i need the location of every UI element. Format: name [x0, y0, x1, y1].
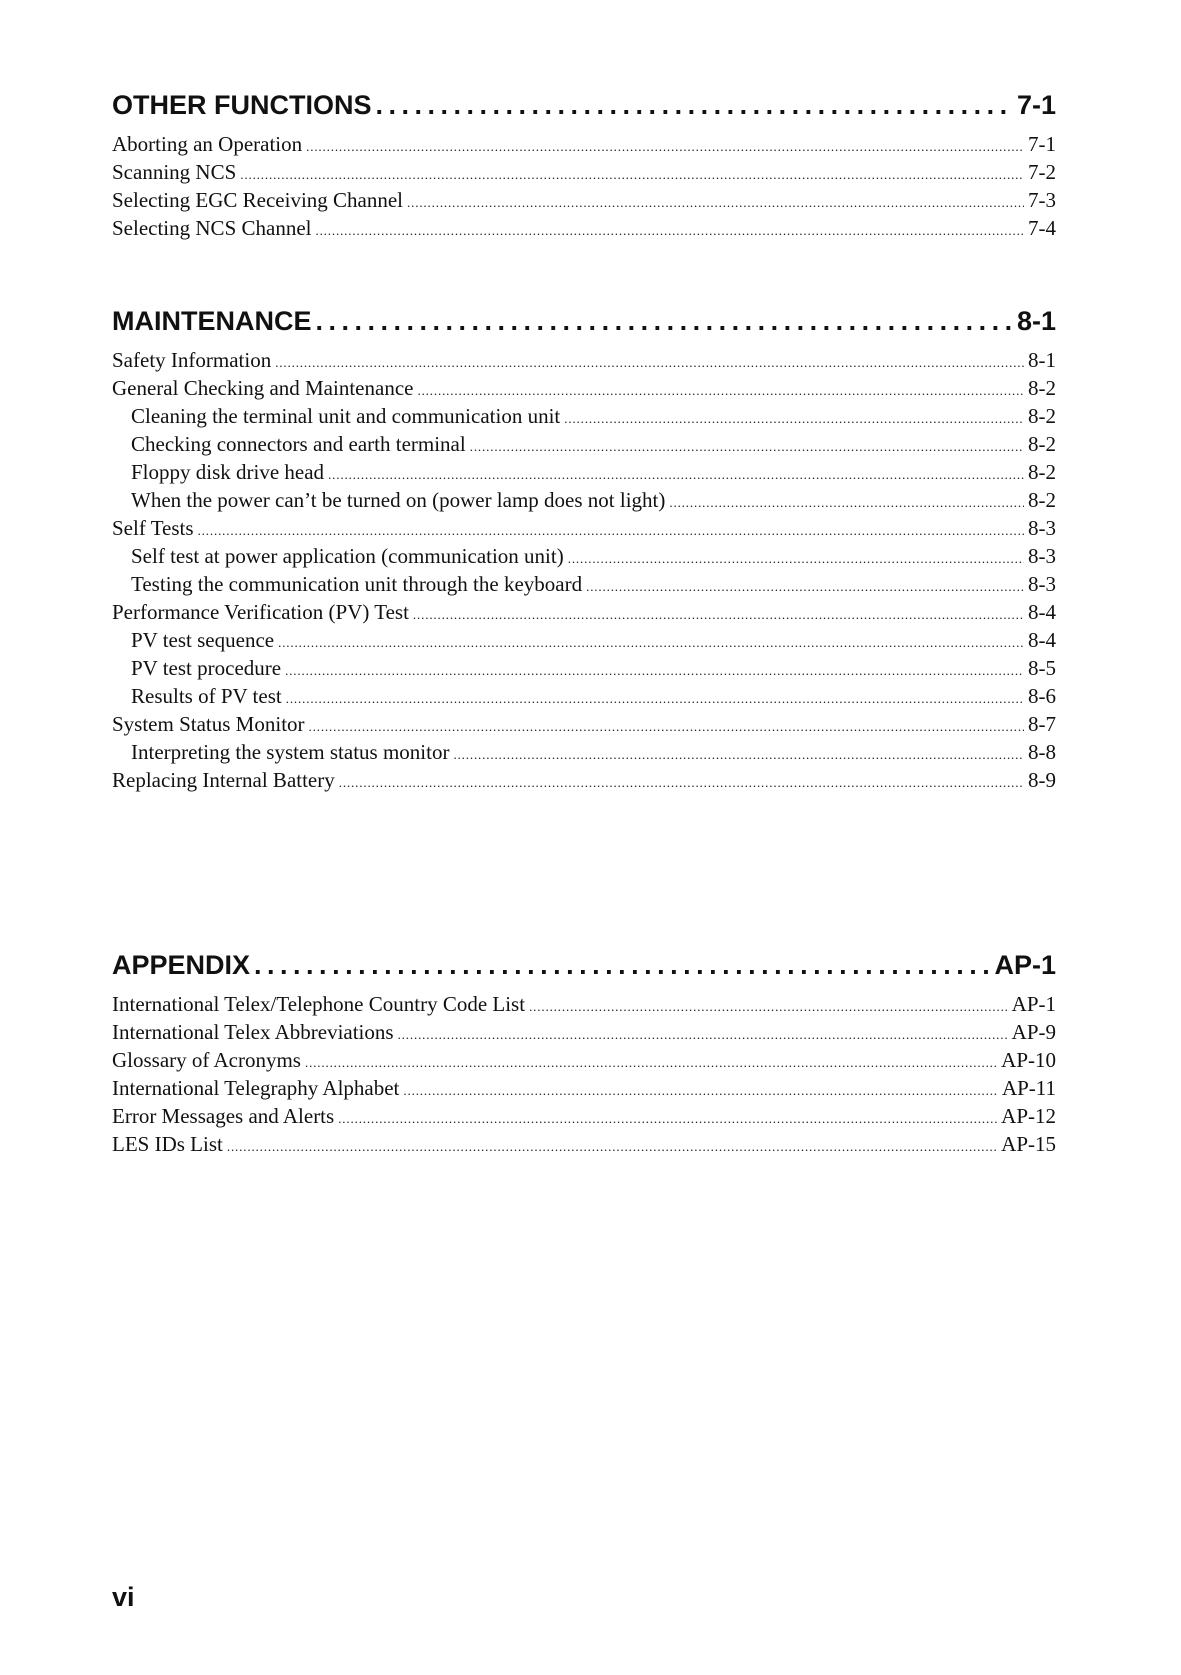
- entry-title: International Telex Abbreviations: [112, 1020, 394, 1044]
- entry-page: AP-10: [1001, 1048, 1056, 1072]
- entry-page: 7-1: [1028, 132, 1056, 156]
- toc-entry: [112, 1102, 1056, 1130]
- entry-page: 8-2: [1028, 404, 1056, 428]
- dot-leader: [316, 304, 1013, 338]
- toc-entry: [112, 158, 1056, 186]
- dot-leader: [407, 189, 1024, 217]
- dot-leader: [254, 948, 990, 982]
- entry-title: Performance Verification (PV) Test: [112, 600, 409, 624]
- toc-section: [112, 948, 1056, 1158]
- section-page: 7-1: [1016, 90, 1056, 120]
- entry-title: Testing the communication unit through the keyboard: [131, 572, 583, 596]
- entry-title: Self Tests: [112, 516, 194, 540]
- entry-page: 7-4: [1028, 216, 1056, 240]
- entry-title: International Telex/Telephone Country Code List: [112, 992, 526, 1016]
- toc-entry: [112, 514, 1056, 542]
- dot-leader: [328, 461, 1024, 489]
- toc-entry: [112, 186, 1056, 214]
- section-page: 8-1: [1016, 306, 1056, 336]
- toc-entry: [112, 346, 1056, 374]
- dot-leader: [305, 1049, 997, 1077]
- entry-page: 8-3: [1028, 516, 1056, 540]
- entry-page: 8-3: [1028, 544, 1056, 568]
- toc-entry: [112, 130, 1056, 158]
- entry-page: AP-15: [1001, 1132, 1056, 1156]
- toc-subentry: [112, 626, 1056, 654]
- dot-leader: [470, 433, 1024, 461]
- section-heading: [112, 88, 1056, 122]
- toc-entry: [112, 990, 1056, 1018]
- entry-page: 8-3: [1028, 572, 1056, 596]
- toc-entry: [112, 710, 1056, 738]
- toc-subentry: [112, 430, 1056, 458]
- dot-leader: [240, 161, 1024, 189]
- dot-leader: [227, 1133, 997, 1161]
- dot-leader: [306, 133, 1024, 161]
- toc-entry: [112, 1130, 1056, 1158]
- dot-leader: [309, 713, 1024, 741]
- entry-title: Selecting EGC Receiving Channel: [112, 188, 404, 212]
- section-heading: [112, 304, 1056, 338]
- toc-entry: [112, 1018, 1056, 1046]
- toc-entry: [112, 766, 1056, 794]
- dot-leader: [568, 545, 1024, 573]
- entry-page: 8-7: [1028, 712, 1056, 736]
- entry-title: Results of PV test: [131, 684, 282, 708]
- entry-title: PV test procedure: [131, 656, 282, 680]
- entry-title: Cleaning the terminal unit and communication unit: [131, 404, 561, 428]
- entry-page: 8-8: [1028, 740, 1056, 764]
- entry-title: When the power can’t be turned on (power lamp does not light): [131, 488, 666, 512]
- dot-leader: [564, 405, 1024, 433]
- dot-leader: [338, 1105, 997, 1133]
- entry-page: 8-4: [1028, 600, 1056, 624]
- toc-subentry: [112, 738, 1056, 766]
- toc-subentry: [112, 402, 1056, 430]
- page-number: vi: [112, 1582, 135, 1612]
- toc-subentry: [112, 570, 1056, 598]
- dot-leader: [529, 993, 1008, 1021]
- entry-page: 8-6: [1028, 684, 1056, 708]
- toc-subentry: [112, 682, 1056, 710]
- dot-leader: [285, 657, 1024, 685]
- entry-page: 8-4: [1028, 628, 1056, 652]
- entry-title: LES IDs List: [112, 1132, 223, 1156]
- toc-section: [112, 304, 1056, 794]
- entry-title: Safety Information: [112, 348, 272, 372]
- dot-leader: [198, 517, 1024, 545]
- entry-page: 8-5: [1028, 656, 1056, 680]
- section-heading: [112, 948, 1056, 982]
- dot-leader: [315, 217, 1024, 245]
- toc-entry: [112, 598, 1056, 626]
- dot-leader: [286, 685, 1024, 713]
- entry-page: 8-2: [1028, 488, 1056, 512]
- entry-page: 8-2: [1028, 460, 1056, 484]
- section-title: MAINTENANCE: [112, 306, 312, 336]
- entry-page: 8-2: [1028, 376, 1056, 400]
- section-title: APPENDIX: [112, 950, 251, 980]
- dot-leader: [398, 1021, 1008, 1049]
- toc-section: [112, 88, 1056, 242]
- dot-leader: [278, 629, 1024, 657]
- dot-leader: [669, 489, 1024, 517]
- entry-page: 8-9: [1028, 768, 1056, 792]
- entry-title: Selecting NCS Channel: [112, 216, 312, 240]
- dot-leader: [339, 769, 1024, 797]
- toc-subentry: [112, 486, 1056, 514]
- entry-page: 8-1: [1028, 348, 1056, 372]
- entry-page: AP-12: [1001, 1104, 1056, 1128]
- toc-entry: [112, 374, 1056, 402]
- dot-leader: [453, 741, 1024, 769]
- entry-title: Glossary of Acronyms: [112, 1048, 301, 1072]
- dot-leader: [413, 601, 1024, 629]
- section-title: OTHER FUNCTIONS: [112, 90, 372, 120]
- entry-title: Scanning NCS: [112, 160, 237, 184]
- dot-leader: [586, 573, 1024, 601]
- dot-leader: [376, 88, 1013, 122]
- dot-leader: [403, 1077, 998, 1105]
- entry-title: Floppy disk drive head: [131, 460, 325, 484]
- toc-subentry: [112, 458, 1056, 486]
- toc-entry: [112, 1046, 1056, 1074]
- entry-page: 7-2: [1028, 160, 1056, 184]
- toc-subentry: [112, 654, 1056, 682]
- entry-title: Checking connectors and earth terminal: [131, 432, 466, 456]
- toc-entry: [112, 214, 1056, 242]
- entry-title: International Telegraphy Alphabet: [112, 1076, 400, 1100]
- entry-title: General Checking and Maintenance: [112, 376, 414, 400]
- dot-leader: [275, 349, 1024, 377]
- entry-title: System Status Monitor: [112, 712, 305, 736]
- entry-title: PV test sequence: [131, 628, 275, 652]
- section-page: AP-1: [994, 950, 1056, 980]
- entry-page: AP-1: [1011, 992, 1056, 1016]
- entry-title: Replacing Internal Battery: [112, 768, 335, 792]
- entry-page: AP-9: [1011, 1020, 1056, 1044]
- entry-title: Self test at power application (communication unit): [131, 544, 564, 568]
- entry-title: Aborting an Operation: [112, 132, 303, 156]
- entry-page: AP-11: [1001, 1076, 1056, 1100]
- dot-leader: [417, 377, 1024, 405]
- entry-page: 7-3: [1028, 188, 1056, 212]
- toc-subentry: [112, 542, 1056, 570]
- entry-page: 8-2: [1028, 432, 1056, 456]
- entry-title: Interpreting the system status monitor: [131, 740, 450, 764]
- entry-title: Error Messages and Alerts: [112, 1104, 335, 1128]
- toc-entry: [112, 1074, 1056, 1102]
